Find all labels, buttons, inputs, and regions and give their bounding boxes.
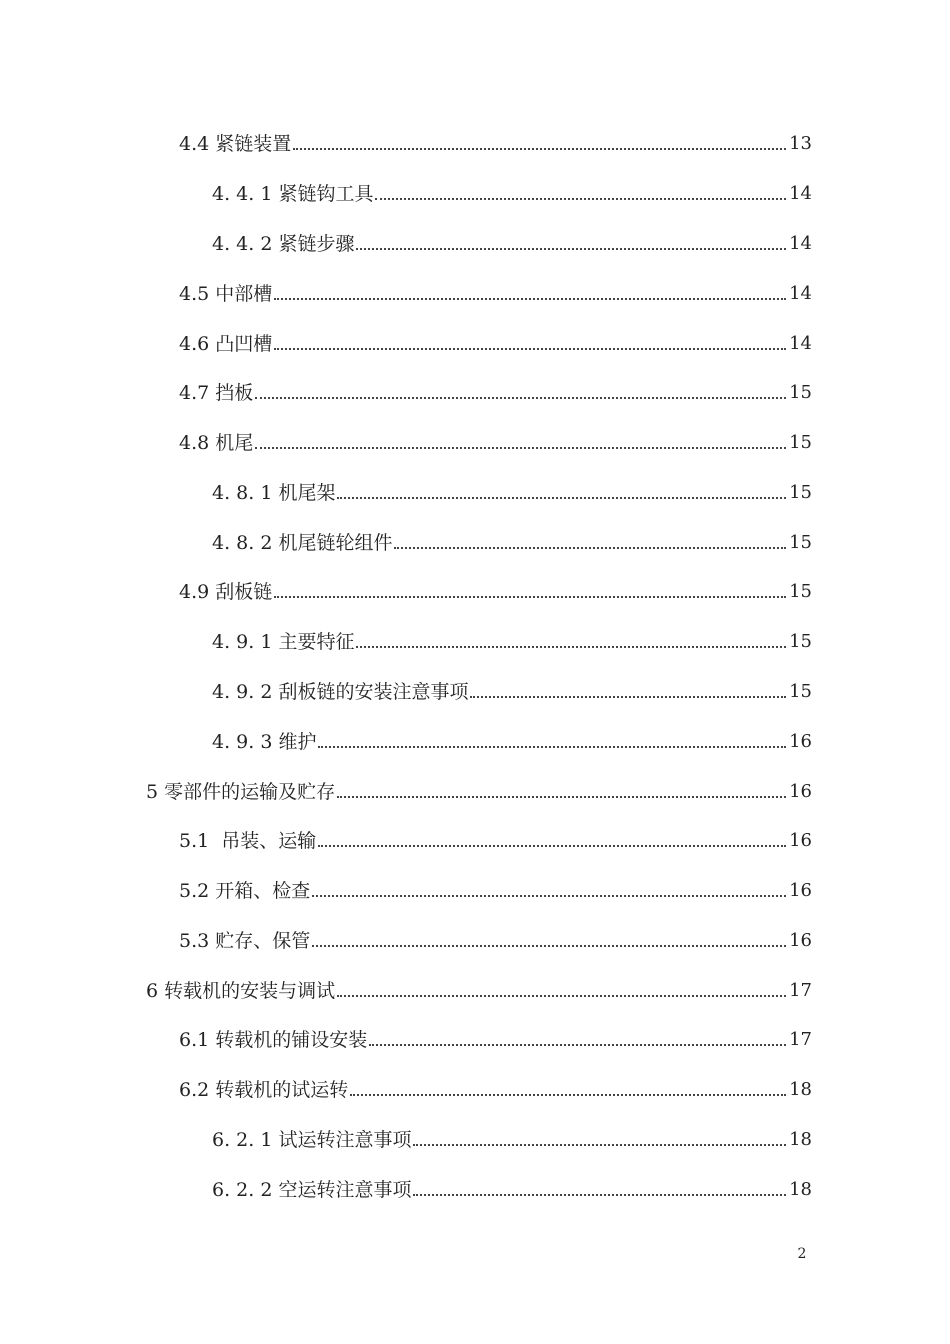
toc-entry[interactable] <box>179 325 812 355</box>
toc-entry-title: 4. 4. 1 紧链钩工具 <box>212 183 374 205</box>
toc-dot-leader <box>470 696 786 698</box>
toc-entry-page: 15 <box>789 581 812 602</box>
toc-entry-page: 18 <box>789 1129 812 1150</box>
toc-dot-leader <box>350 1094 786 1096</box>
toc-entry[interactable] <box>212 474 812 504</box>
toc-entry-page: 15 <box>789 532 812 553</box>
toc-entry[interactable] <box>179 573 812 603</box>
toc-dot-leader <box>413 1144 786 1146</box>
toc-entry-page: 14 <box>789 333 812 354</box>
toc-entry-page: 16 <box>789 781 812 802</box>
toc-dot-leader <box>356 646 786 648</box>
toc-entry-page: 13 <box>789 133 812 154</box>
toc-entry-title: 6 转载机的安装与调试 <box>146 980 336 1002</box>
toc-entry[interactable] <box>179 822 812 852</box>
toc-entry[interactable] <box>146 972 812 1002</box>
toc-entry-page: 18 <box>789 1179 812 1200</box>
toc-entry[interactable] <box>179 374 812 404</box>
toc-entry-page: 15 <box>789 382 812 403</box>
toc-entry-title: 5.2 开箱、检查 <box>179 880 311 902</box>
toc-entry-title: 4. 9. 2 刮板链的安装注意事项 <box>212 681 469 703</box>
toc-entry[interactable] <box>179 424 812 454</box>
toc-entry-title: 4. 4. 2 紧链步骤 <box>212 233 355 255</box>
toc-entry-title: 4.9 刮板链 <box>179 581 273 603</box>
toc-dot-leader <box>293 148 786 150</box>
page-number: 2 <box>797 1246 807 1262</box>
toc-entry-title: 5.3 贮存、保管 <box>179 930 311 952</box>
toc-dot-leader <box>375 198 786 200</box>
toc-entry-title: 6. 2. 1 试运转注意事项 <box>212 1129 412 1151</box>
toc-entry-title: 5 零部件的运输及贮存 <box>146 781 336 803</box>
toc-entry-page: 16 <box>789 830 812 851</box>
toc-entry[interactable] <box>212 225 812 255</box>
toc-dot-leader <box>318 746 786 748</box>
toc-entry-title: 4.4 紧链装置 <box>179 133 292 155</box>
toc-entry-title: 6.1 转载机的铺设安装 <box>179 1029 368 1051</box>
toc-dot-leader <box>356 248 786 250</box>
toc-entry-page: 17 <box>789 980 812 1001</box>
toc-dot-leader <box>312 945 786 947</box>
toc-entry-page: 17 <box>789 1029 812 1050</box>
toc-entry-page: 14 <box>789 233 812 254</box>
toc-entry[interactable] <box>179 872 812 902</box>
toc-entry-title: 6.2 转载机的试运转 <box>179 1079 349 1101</box>
toc-dot-leader <box>312 895 786 897</box>
toc-entry-title: 5.1 吊装、运输 <box>179 830 317 852</box>
toc-entry-page: 14 <box>789 183 812 204</box>
toc-entry[interactable] <box>179 275 812 305</box>
toc-entry[interactable] <box>146 773 812 803</box>
toc-entry-title: 4.5 中部槽 <box>179 283 273 305</box>
toc-entry[interactable] <box>212 1121 812 1151</box>
toc-entry[interactable] <box>179 922 812 952</box>
toc-entry-title: 6. 2. 2 空运转注意事项 <box>212 1179 412 1201</box>
toc-entry[interactable] <box>212 673 812 703</box>
toc-dot-leader <box>369 1044 786 1046</box>
toc-dot-leader <box>337 497 786 499</box>
toc-entry-title: 4. 8. 1 机尾架 <box>212 482 336 504</box>
toc-entry[interactable] <box>212 723 812 753</box>
toc-entry[interactable] <box>179 1021 812 1051</box>
toc-entry[interactable] <box>179 125 812 155</box>
toc-entry[interactable] <box>179 1071 812 1101</box>
toc-entry-title: 4.6 凸凹槽 <box>179 333 273 355</box>
toc-dot-leader <box>337 796 786 798</box>
toc-entry-title: 4. 8. 2 机尾链轮组件 <box>212 532 393 554</box>
toc-dot-leader <box>255 447 786 449</box>
toc-dot-leader <box>337 995 786 997</box>
toc-entry-page: 18 <box>789 1079 812 1100</box>
toc-dot-leader <box>318 845 786 847</box>
toc-dot-leader <box>413 1194 786 1196</box>
toc-dot-leader <box>274 348 786 350</box>
toc-entry-page: 15 <box>789 681 812 702</box>
toc-entry-page: 16 <box>789 880 812 901</box>
toc-entry-title: 4.8 机尾 <box>179 432 254 454</box>
toc-entry-page: 14 <box>789 283 812 304</box>
toc-dot-leader <box>394 547 786 549</box>
toc-dot-leader <box>274 596 786 598</box>
toc-entry-title: 4. 9. 1 主要特征 <box>212 631 355 653</box>
toc-dot-leader <box>255 397 786 399</box>
toc-entry[interactable] <box>212 175 812 205</box>
toc-entry-title: 4.7 挡板 <box>179 382 254 404</box>
toc-entry-page: 15 <box>789 482 812 503</box>
toc-entry-page: 16 <box>789 731 812 752</box>
toc-dot-leader <box>274 298 786 300</box>
toc-entry-page: 15 <box>789 432 812 453</box>
toc-entry[interactable] <box>212 1171 812 1201</box>
toc-entry-page: 16 <box>789 930 812 951</box>
toc-entry[interactable] <box>212 524 812 554</box>
toc-entry-page: 15 <box>789 631 812 652</box>
toc-entry[interactable] <box>212 623 812 653</box>
toc-entry-title: 4. 9. 3 维护 <box>212 731 317 753</box>
